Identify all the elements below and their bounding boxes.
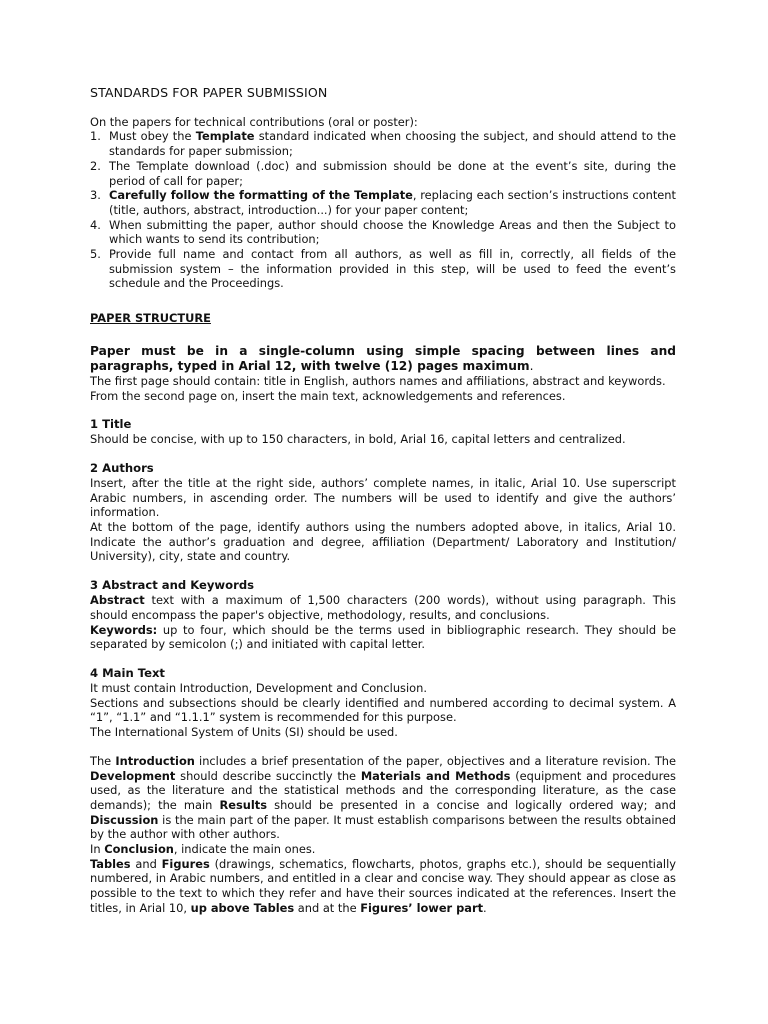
rule-3-run-0: Carefully follow the formatting of the Template [109, 188, 413, 203]
rule-2-run-0: The Template download (.doc) and submission should be done at the event’s site, during the period of call for paper; [109, 158, 676, 188]
rule-3-run-1: , replacing each section’s instructions content (title, authors, abstract, introduction...) for your paper content; [109, 188, 676, 217]
abstract-text: text with a maximum of 1,500 characters (200 words), without using paragraph. This should encompass the paper's objective, methodology, results, and conclusions. [90, 593, 676, 622]
main-text-p5-run-2: , indicate the main ones. [173, 842, 316, 857]
main-text-p5 [90, 842, 676, 857]
structure-lead-end: . [529, 358, 534, 373]
structure-second-page: From the second page on, insert the main text, acknowledgements and references. [90, 388, 566, 403]
section-main-text-heading: 4 Main Text [90, 665, 165, 680]
keywords-text: up to four, which should be the terms used in bibliographic research. They should be separated by semicolon (;) and initiated with capital letter. [90, 622, 676, 652]
main-text-p6-run-5: and at the [294, 900, 361, 915]
main-text-p6-run-0: Tables [90, 856, 131, 871]
main-text-p3: The International System of Units (SI) should be used. [90, 725, 398, 740]
section-abstract-p1 [90, 593, 676, 622]
main-text-p4-run-6: (equipment and procedures used, as the literature and the statistical methods and the corresponding literature, as the case demands); the main [90, 768, 676, 812]
keywords-label: Keywords: [90, 622, 158, 637]
rule-number: 2. [90, 158, 101, 173]
main-text-p4-run-1: Introduction [115, 753, 195, 768]
main-text-p4-run-2: includes a brief presentation of the paper, objectives and a literature revision. The [194, 753, 677, 768]
section-authors-p2: At the bottom of the page, identify authors using the numbers adopted above, in italics, Arial 10. Indicate the author’s graduation and degree, affiliation (Department/ Laboratory and Institution/ University), city, state and country. [90, 520, 676, 564]
abstract-label: Abstract [90, 593, 145, 608]
rule-1-run-1: Template [195, 129, 255, 144]
main-text-p6 [90, 857, 676, 916]
main-text-p2: Sections and subsections should be clearly identified and numbered according to decimal system. A “1”, “1.1” and “1.1.1” system is recommended for this purpose. [90, 695, 676, 725]
section-title-heading: 1 Title [90, 417, 132, 432]
structure-first-page: The first page should contain: title in English, authors names and affiliations, abstract and keywords. [90, 373, 666, 388]
rule-5-run-0: Provide full name and contact from all authors, as well as fill in, correctly, all fields of the submission system – the information provided in this step, will be used to feed the event’s schedule and the Proceedings. [109, 247, 676, 291]
rule-1-run-0: Must obey the [109, 129, 196, 144]
main-text-p4-run-4: should describe succinctly the [175, 768, 361, 783]
submission-rule-2 [90, 159, 676, 188]
section-abstract-heading: 3 Abstract and Keywords [90, 578, 255, 593]
main-text-p6-run-7: . [483, 900, 487, 915]
rule-number: 3. [90, 188, 101, 203]
document-title: STANDARDS FOR PAPER SUBMISSION [90, 85, 328, 100]
main-text-p5-run-1: Conclusion [104, 842, 174, 857]
main-text-p4-run-8: should be presented in a concise and logically ordered way; and [267, 797, 676, 812]
rule-number: 1. [90, 129, 101, 144]
main-text-p4-run-10: is the main part of the paper. It must establish comparisons between the results obtained by the author with other authors. [90, 812, 676, 842]
structure-lead [90, 344, 676, 374]
intro-text: On the papers for technical contributions (oral or poster): [90, 114, 418, 129]
main-text-p4-run-5: Materials and Methods [360, 768, 511, 783]
main-text-p4 [90, 754, 676, 842]
structure-lead-text: Paper must be in a single-column using simple spacing between lines and paragraphs, typed in Arial 12, with twelve (12) pages maximum [90, 343, 676, 373]
paper-structure-heading: PAPER STRUCTURE [90, 311, 211, 326]
main-text-p6-run-6: Figures’ lower part [360, 900, 484, 915]
submission-rules-list [90, 129, 676, 291]
rule-number: 4. [90, 217, 101, 232]
main-text-p4-run-3: Development [90, 768, 176, 783]
section-authors-p1: Insert, after the title at the right side, authors’ complete names, in italic, Arial 10. Use superscript Arabic numbers, in ascending order. The numbers will be used to identify and give the authors’ information. [90, 475, 676, 520]
submission-rule-5 [90, 247, 676, 291]
main-text-p6-run-3: (drawings, schematics, flowcharts, photos, graphs etc.), should be sequentially numbered, in Arabic numbers, and entitled in a clear and concise way. They should appear as close as possible to the text to which they refer and have their sources indicated at the references. Insert the titles, in Arial 10, [90, 856, 676, 915]
submission-rule-3 [90, 188, 676, 217]
section-keywords-p [90, 623, 676, 652]
main-text-p6-run-2: Figures [161, 856, 210, 871]
submission-rule-1 [90, 129, 676, 158]
rule-number: 5. [90, 247, 101, 262]
main-text-p6-run-4: up above Tables [190, 900, 295, 915]
section-authors-heading: 2 Authors [90, 460, 154, 475]
section-title-body: Should be concise, with up to 150 characters, in bold, Arial 16, capital letters and centralized. [90, 432, 626, 447]
main-text-p5-run-0: In [90, 842, 105, 857]
main-text-p4-run-7: Results [219, 797, 268, 812]
rule-1-run-2: standard indicated when choosing the subject, and should attend to the standards for paper submission; [109, 129, 677, 159]
main-text-p4-run-9: Discussion [90, 812, 159, 827]
main-text-p6-run-1: and [130, 856, 162, 871]
main-text-p4-run-0: The [90, 753, 116, 768]
submission-rule-4 [90, 218, 676, 247]
main-text-p1: It must contain Introduction, Development and Conclusion. [90, 680, 427, 695]
rule-4-run-0: When submitting the paper, author should choose the Knowledge Areas and then the Subject to which wants to send its contribution; [109, 217, 676, 247]
